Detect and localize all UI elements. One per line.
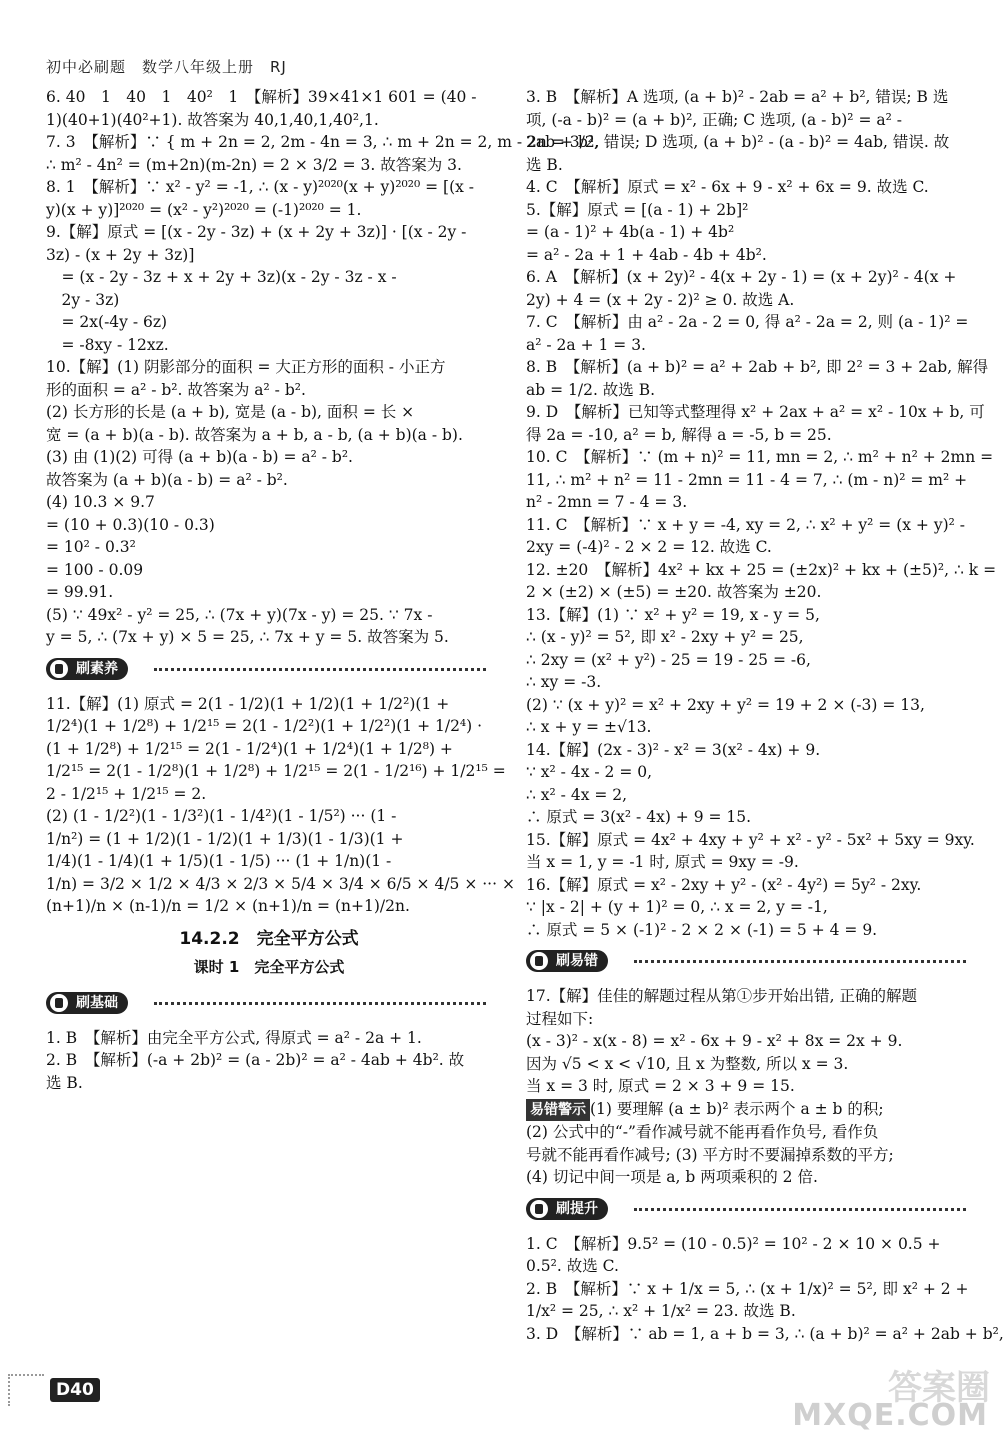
answer-line: 12. ±20 【解析】4x² + kx + 25 = (±2x)² + kx + (±5)², ∴ k = <box>526 560 997 579</box>
answer-line: n² - 2mn = 7 - 4 = 3. <box>526 493 688 511</box>
answer-line: 当 x = 3 时, 原式 = 2 × 3 + 9 = 15. <box>526 1077 795 1095</box>
answer-line: 6. A 【解析】(x + 2y)² - 4(x + 2y - 1) = (x + 2y)² - 4(x + <box>526 268 957 286</box>
answer-line: 3. B 【解析】A 选项, (a + b)² - 2ab = a² + b², 错误; B 选 <box>526 88 949 106</box>
left-answers-block-b <box>46 693 515 918</box>
answer-line: 项, (-a - b)² = (a + b)², 正确; C 选项, (a - b)² = a² - <box>526 110 902 129</box>
answer-line: ∵ |x - 2| + (y + 1)² = 0, ∴ x = 2, y = -1, <box>526 898 828 916</box>
answer-line: 5.【解】原式 = [(a - 1) + 2b]² <box>526 200 749 219</box>
answer-line: 2xy = (-4)² - 2 × 2 = 12. 故选 C. <box>526 538 772 556</box>
left-answers-block-c <box>46 1027 492 1095</box>
answer-line: a² - 2a + 1 = 3. <box>526 335 646 354</box>
answer-line: ∴ 原式 = 5 × (-1)² - 2 × 2 × (-1) = 5 + 4 = 9. <box>526 920 878 939</box>
answer-line: 4. C 【解析】原式 = x² - 6x + 9 - x² + 6x = 9. 故选 C. <box>526 178 929 196</box>
dotted-divider <box>634 1208 966 1211</box>
answer-line: 6. 40 1 40 1 40² 1 【解析】39×41×1 601 = (40 - <box>46 88 477 106</box>
answer-line: 9.【解】原式 = [(x - 2y - 3z) + (x + 2y + 3z)] · [(x - 2y - <box>46 223 467 241</box>
warning-text: (1) 要理解 (a ± b)² 表示两个 a ± b 的积; <box>590 1099 884 1118</box>
answer-line: 15.【解】原式 = 4x² + 4xy + y² + x² - y² - 5x² + 5xy = 9xy. <box>526 830 975 849</box>
answer-line: 故答案为 (a + b)(a - b) = a² - b². <box>46 470 288 489</box>
answer-line: (1 + 1/2⁸) + 1/2¹⁵ = 2(1 - 1/2⁴)(1 + 1/2⁴)(1 + 1/2⁸) + <box>46 739 453 758</box>
section-jichu <box>46 989 492 1019</box>
answer-line: 1/n²) = (1 + 1/2)(1 - 1/2)(1 + 1/3)(1 - 1/3)(1 + <box>46 829 404 848</box>
answer-line: (4) 10.3 × 9.7 <box>46 493 155 511</box>
answer-line: 因为 √5 < x < √10, 且 x 为整数, 所以 x = 3. <box>526 1054 849 1073</box>
answer-line: 11.【解】(1) 原式 = 2(1 - 1/2)(1 + 1/2)(1 + 1/2²)(1 + <box>46 694 450 713</box>
answer-line: 16.【解】原式 = x² - 2xy + y² - (x² - 4y²) = 5y² - 2xy. <box>526 875 922 894</box>
answer-line: (n+1)/n × (n-1)/n = 1/2 × (n+1)/n = (n+1)/2n. <box>46 897 410 915</box>
lesson-subheading: 课时 1 完全平方公式 <box>193 958 345 976</box>
answer-line: 3. D 【解析】∵ ab = 1, a + b = 3, ∴ (a + b)² = a² + 2ab + b², <box>526 1324 1004 1343</box>
answer-line: 0.5². 故选 C. <box>526 1257 619 1275</box>
answer-line: 2 - 1/2¹⁵ + 1/2¹⁵ = 2. <box>46 784 207 803</box>
right-answers-block-c <box>526 1233 1004 1346</box>
answer-line: 1/4)(1 - 1/4)(1 + 1/5)(1 - 1/5) ··· (1 + 1/n)(1 - <box>46 852 392 870</box>
dotted-divider <box>154 668 486 671</box>
section-suyang <box>46 655 492 685</box>
answer-line: 1/n) = 3/2 × 1/2 × 4/3 × 2/3 × 5/4 × 3/4 × 6/5 × 4/5 × ··· × <box>46 874 515 893</box>
answer-line: = (10 + 0.3)(10 - 0.3) <box>46 515 215 534</box>
answer-line: 2ab + b², 错误; D 选项, (a + b)² - (a - b)² = 4ab, 错误. 故 <box>526 133 950 151</box>
answer-line: 过程如下: <box>526 1009 594 1028</box>
warning-label: 易错警示 <box>526 1099 590 1122</box>
answer-line: 14.【解】(2x - 3)² - x² = 3(x² - 4x) + 9. <box>526 740 821 759</box>
section-yicuo <box>526 947 972 977</box>
answer-line: (2) ∵ (x + y)² = x² + 2xy + y² = 19 + 2 × (-3) = 13, <box>526 695 925 714</box>
watermark-url: MXQE.COM <box>792 1398 988 1433</box>
answer-line: = 99.91. <box>46 583 114 601</box>
answer-line <box>526 1098 972 1122</box>
answer-line: 17.【解】佳佳的解题过程从第①步开始出错, 正确的解题 <box>526 987 918 1005</box>
answer-line: ∵ x² - 4x - 2 = 0, <box>526 763 653 781</box>
answer-line: 选 B. <box>526 155 563 174</box>
dotted-divider <box>154 1002 486 1005</box>
answer-line: ∴ 2xy = (x² + y²) - 25 = 19 - 25 = -6, <box>526 650 811 669</box>
answer-line: (3) 由 (1)(2) 可得 (a + b)(a - b) = a² - b². <box>46 448 353 466</box>
answer-line: 7. 3 【解析】∵ { m + 2n = 2, 2m - 4n = 3, ∴ m + 2n = 2, m - 2n = 3/2, <box>46 133 600 151</box>
answer-line: 宽 = (a + b)(a - b). 故答案为 a + b, a - b, (a + b)(a - b). <box>46 425 463 444</box>
answer-line: 2. B 【解析】∵ x + 1/x = 5, ∴ (x + 1/x)² = 5², 即 x² + 2 + <box>526 1279 969 1298</box>
answer-line: = 10² - 0.3² <box>46 538 136 556</box>
answer-line: ∴ (x - y)² = 5², 即 x² - 2xy + y² = 25, <box>526 628 804 646</box>
answer-line: (2) 长方形的长是 (a + b), 宽是 (a - b), 面积 = 长 × <box>46 403 415 421</box>
answer-line: 13.【解】(1) ∵ x² + y² = 19, x - y = 5, <box>526 605 820 624</box>
dotted-divider <box>634 960 966 963</box>
pencil-icon <box>530 952 548 970</box>
section-badge: 刷基础 <box>46 992 128 1014</box>
answer-line: 1/2⁴)(1 + 1/2⁸) + 1/2¹⁵ = 2(1 - 1/2²)(1 + 1/2²)(1 + 1/2⁴) · <box>46 717 483 735</box>
page-number: D40 <box>50 1378 100 1402</box>
answer-line: = 100 - 0.09 <box>46 560 144 579</box>
answer-line: 8. B 【解析】(a + b)² = a² + 2ab + b², 即 2² = 3 + 2ab, 解得 <box>526 358 989 376</box>
page-header: 初中必刷题 数学八年级上册 RJ <box>46 58 287 76</box>
answer-line: = 2x(-4y - 6z) <box>46 313 168 331</box>
answer-line: 7. C 【解析】由 a² - 2a - 2 = 0, 得 a² - 2a = 2, 则 (a - 1)² = <box>526 313 969 331</box>
answer-line: y)(x + y)]²⁰²⁰ = (x² - y²)²⁰²⁰ = (-1)²⁰²⁰ = 1. <box>46 200 362 219</box>
answer-line: 2y - 3z) <box>46 290 120 309</box>
error-warning-box <box>526 1098 972 1189</box>
answer-line: ab = 1/2. 故选 B. <box>526 380 656 399</box>
section-heading: 14.2.2 完全平方公式 <box>179 928 359 949</box>
answer-line: 得 2a = -10, a² = b, 解得 a = -5, b = 25. <box>526 425 832 444</box>
answer-line: 2 × (±2) × (±5) = ±20. 故答案为 ±20. <box>526 583 822 601</box>
answer-line: = (x - 2y - 3z + x + 2y + 3z)(x - 2y - 3z - x - <box>46 268 397 286</box>
right-column <box>526 86 1004 1345</box>
answer-line: 10. C 【解析】∵ (m + n)² = 11, mn = 2, ∴ m² + n² + 2mn = <box>526 448 994 466</box>
pencil-icon <box>530 1200 548 1218</box>
answer-line: 10.【解】(1) 阴影部分的面积 = 大正方形的面积 - 小正方 <box>46 358 446 376</box>
answer-line: 当 x = 1, y = -1 时, 原式 = 9xy = -9. <box>526 853 799 871</box>
corner-decoration <box>8 1374 44 1406</box>
answer-line: 选 B. <box>46 1073 83 1092</box>
answer-line: ∴ x + y = ±√13. <box>526 718 652 736</box>
answer-line: ∴ xy = -3. <box>526 673 602 691</box>
answer-line: 号就不能再看作减号; (3) 平方时不要漏掉系数的平方; <box>526 1145 894 1164</box>
answer-line: (5) ∵ 49x² - y² = 25, ∴ (7x + y)(7x - y) = 25. ∵ 7x - <box>46 605 433 624</box>
answer-line: 2. B 【解析】(-a + 2b)² = (a - 2b)² = a² - 4ab + 4b². 故 <box>46 1051 465 1069</box>
answer-line: 3z) - (x + 2y + 3z)] <box>46 245 195 264</box>
answer-line: (x - 3)² - x(x - 8) = x² - 6x + 9 - x² + 8x = 2x + 9. <box>526 1032 903 1050</box>
answer-line: = (a - 1)² + 4b(a - 1) + 4b² <box>526 223 735 241</box>
answer-line: 1. B 【解析】由完全平方公式, 得原式 = a² - 2a + 1. <box>46 1028 422 1047</box>
answer-line: 2y) + 4 = (x + 2y - 2)² ≥ 0. 故选 A. <box>526 290 795 309</box>
answer-line: 8. 1 【解析】∵ x² - y² = -1, ∴ (x - y)²⁰²⁰(x + y)²⁰²⁰ = [(x - <box>46 178 475 196</box>
answer-line: = -8xy - 12xz. <box>46 335 169 354</box>
section-badge: 刷易错 <box>526 950 608 972</box>
answer-line: ∴ m² - 4n² = (m+2n)(m-2n) = 2 × 3/2 = 3. 故答案为 3. <box>46 155 462 174</box>
answer-line: 9. D 【解析】已知等式整理得 x² + 2ax + a² = x² - 10x + b, 可 <box>526 403 985 421</box>
answer-line: 11. C 【解析】∵ x + y = -4, xy = 2, ∴ x² + y² = (x + y)² - <box>526 515 966 534</box>
pencil-icon <box>50 660 68 678</box>
answer-line: ∴ x² - 4x = 2, <box>526 785 628 804</box>
answer-line: 1. C 【解析】9.5² = (10 - 0.5)² = 10² - 2 × 10 × 0.5 + <box>526 1234 941 1253</box>
pencil-icon <box>50 994 68 1012</box>
right-answers-block-b <box>526 985 972 1098</box>
section-badge: 刷提升 <box>526 1198 608 1220</box>
answer-line: (2) 公式中的“-”看作减号就不能再看作负号, 看作负 <box>526 1123 879 1141</box>
answer-line: 1/2¹⁵ = 2(1 - 1/2⁸)(1 + 1/2⁸) + 1/2¹⁵ = 2(1 - 1/2¹⁶) + 1/2¹⁵ = <box>46 762 506 780</box>
answer-line: (4) 切记中间一项是 a, b 两项乘积的 2 倍. <box>526 1168 818 1186</box>
answer-line: 1/x² = 25, ∴ x² + 1/x² = 23. 故选 B. <box>526 1302 796 1320</box>
answer-line: 11, ∴ m² + n² = 11 - 2mn = 11 - 4 = 7, ∴ (m - n)² = m² + <box>526 470 968 489</box>
answer-line: 形的面积 = a² - b². 故答案为 a² - b². <box>46 380 306 399</box>
answer-line: ∴ 原式 = 3(x² - 4x) + 9 = 15. <box>526 808 752 826</box>
answer-line: y = 5, ∴ (7x + y) × 5 = 25, ∴ 7x + y = 5. 故答案为 5. <box>46 628 449 646</box>
section-tisheng <box>526 1195 972 1225</box>
section-badge: 刷素养 <box>46 658 128 680</box>
right-answers-block-a <box>526 86 997 941</box>
answer-line: 1)(40+1)(40²+1). 故答案为 40,1,40,1,40²,1. <box>46 110 379 129</box>
answer-line: = a² - 2a + 1 + 4ab - 4b + 4b². <box>526 245 767 264</box>
watermark-logo: 答案圈 <box>888 1368 990 1408</box>
answer-line: (2) (1 - 1/2²)(1 - 1/3²)(1 - 1/4²)(1 - 1/5²) ··· (1 - <box>46 807 397 825</box>
